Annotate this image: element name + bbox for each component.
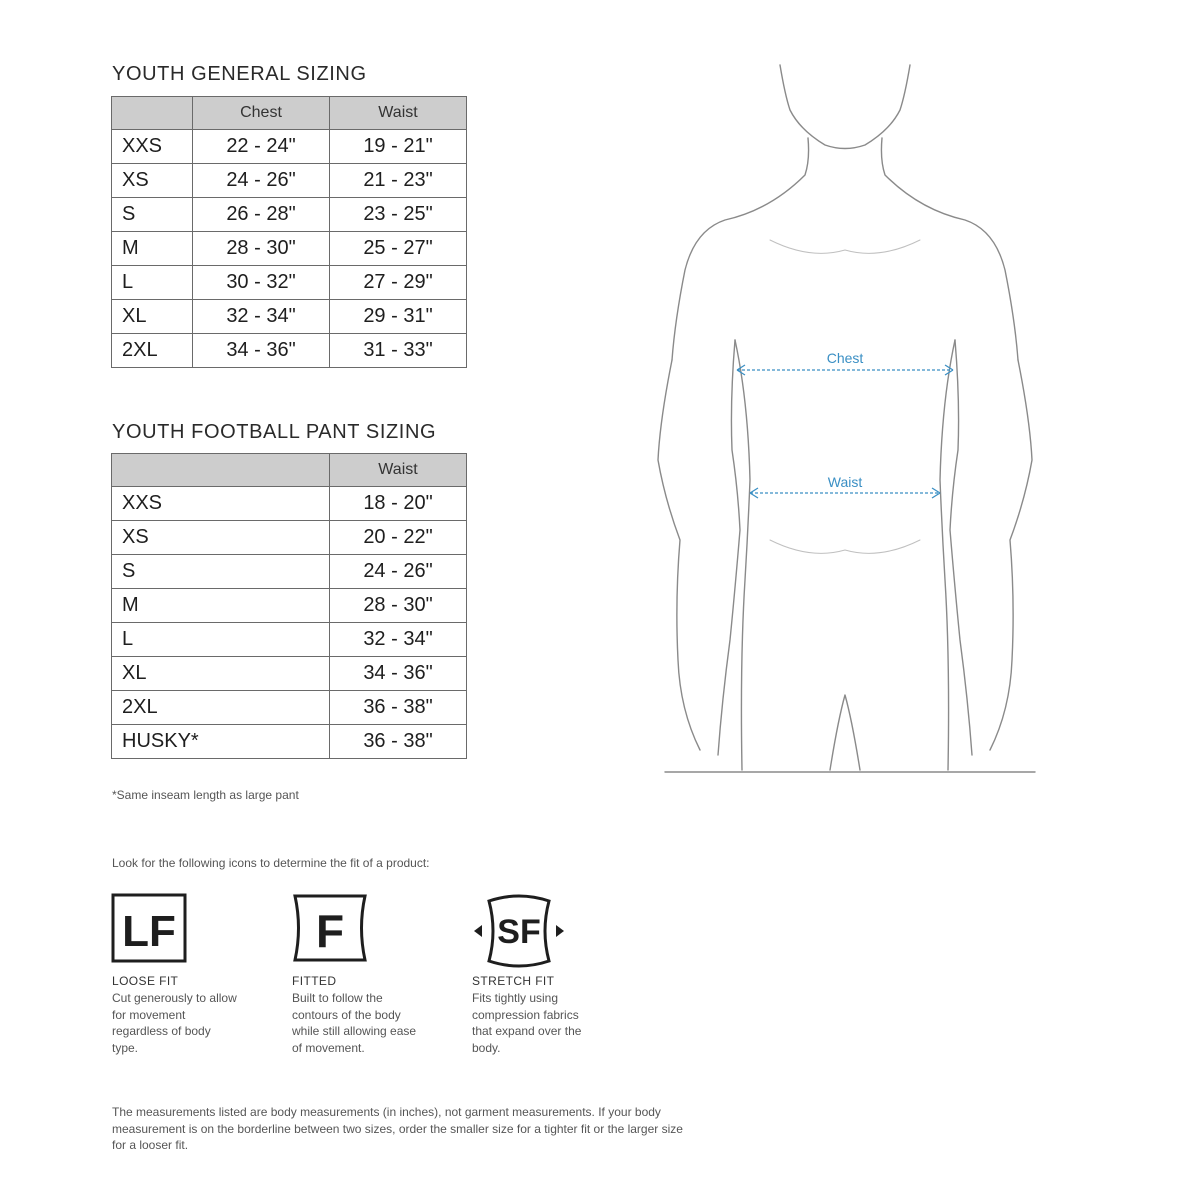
waist-column-header: Waist	[330, 454, 467, 487]
waist-cell: 29 - 31"	[330, 300, 467, 334]
size-cell: XL	[112, 300, 193, 334]
table-row	[112, 555, 467, 589]
waist-measure-label: Waist	[827, 474, 863, 490]
general-sizing-table	[111, 96, 467, 368]
size-cell: 2XL	[112, 691, 330, 725]
stretch-fit-icon	[471, 893, 567, 974]
fitted-label: FITTED	[292, 974, 337, 988]
waist-cell: 23 - 25"	[330, 198, 467, 232]
stretch-fit-description: Fits tightly using compression fabrics that expand over the body.	[472, 991, 582, 1055]
general-sizing-title: YOUTH GENERAL SIZING	[112, 63, 367, 85]
chest-column-header: Chest	[193, 97, 330, 130]
loose-fit-abbr: LF	[122, 907, 176, 956]
chest-measure-label: Chest	[826, 350, 864, 366]
size-cell: XXS	[112, 487, 330, 521]
size-cell: XXS	[112, 130, 193, 164]
chest-cell: 22 - 24"	[193, 130, 330, 164]
fitted-abbr: F	[315, 905, 345, 957]
table-row	[112, 725, 467, 759]
waist-cell: 31 - 33"	[330, 334, 467, 368]
waist-cell: 36 - 38"	[330, 725, 467, 759]
size-cell: S	[112, 198, 193, 232]
waist-cell: 36 - 38"	[330, 691, 467, 725]
chest-cell: 30 - 32"	[193, 266, 330, 300]
waist-cell: 24 - 26"	[330, 555, 467, 589]
size-column-header	[112, 97, 193, 130]
body-measurement-figure	[640, 60, 1050, 785]
waist-cell: 20 - 22"	[330, 521, 467, 555]
table-row	[112, 300, 467, 334]
pant-sizing-title: YOUTH FOOTBALL PANT SIZING	[112, 421, 437, 443]
waist-cell: 18 - 20"	[330, 487, 467, 521]
table-header-row	[112, 97, 467, 130]
chest-cell: 24 - 26"	[193, 164, 330, 198]
table-row	[112, 164, 467, 198]
fitted-description: Built to follow the contours of the body while still allowing ease of movement.	[292, 991, 417, 1055]
size-column-header	[112, 454, 330, 487]
waist-cell: 19 - 21"	[330, 130, 467, 164]
chest-cell: 32 - 34"	[193, 300, 330, 334]
table-row	[112, 589, 467, 623]
waist-cell: 28 - 30"	[330, 589, 467, 623]
table-row	[112, 334, 467, 368]
chest-cell: 26 - 28"	[193, 198, 330, 232]
size-cell: S	[112, 555, 330, 589]
waist-cell: 27 - 29"	[330, 266, 467, 300]
waist-cell: 25 - 27"	[330, 232, 467, 266]
size-cell: M	[112, 589, 330, 623]
stretch-fit-abbr: SF	[497, 913, 541, 951]
table-header-row	[112, 454, 467, 487]
size-cell: HUSKY*	[112, 725, 330, 759]
size-cell: XS	[112, 164, 193, 198]
size-cell: L	[112, 623, 330, 657]
loose-fit-label: LOOSE FIT	[112, 974, 179, 988]
table-row	[112, 266, 467, 300]
waist-column-header: Waist	[330, 97, 467, 130]
stretch-fit-label: STRETCH FIT	[472, 974, 555, 988]
measurement-disclaimer: The measurements listed are body measurements (in inches), not garment measurements. If your body measurement is on the borderline between two sizes, order the smaller size for a tighter fit or the larger size for a looser fit.	[112, 1105, 683, 1152]
body-outline-illustration	[640, 60, 1050, 780]
size-cell: L	[112, 266, 193, 300]
chest-cell: 28 - 30"	[193, 232, 330, 266]
pant-footnote: *Same inseam length as large pant	[112, 788, 299, 802]
loose-fit-description: Cut generously to allow for movement regardless of body type.	[112, 991, 237, 1055]
fitted-icon	[292, 893, 368, 968]
chest-cell: 34 - 36"	[193, 334, 330, 368]
fit-intro-text: Look for the following icons to determine the fit of a product:	[112, 856, 430, 870]
waist-cell: 21 - 23"	[330, 164, 467, 198]
pant-sizing-table	[111, 453, 467, 759]
table-row	[112, 691, 467, 725]
size-cell: XL	[112, 657, 330, 691]
size-cell: M	[112, 232, 193, 266]
table-row	[112, 623, 467, 657]
waist-cell: 34 - 36"	[330, 657, 467, 691]
table-row	[112, 521, 467, 555]
table-row	[112, 130, 467, 164]
table-row	[112, 232, 467, 266]
table-row	[112, 198, 467, 232]
size-cell: 2XL	[112, 334, 193, 368]
waist-cell: 32 - 34"	[330, 623, 467, 657]
table-row	[112, 657, 467, 691]
size-cell: XS	[112, 521, 330, 555]
table-row	[112, 487, 467, 521]
loose-fit-icon	[111, 893, 187, 968]
